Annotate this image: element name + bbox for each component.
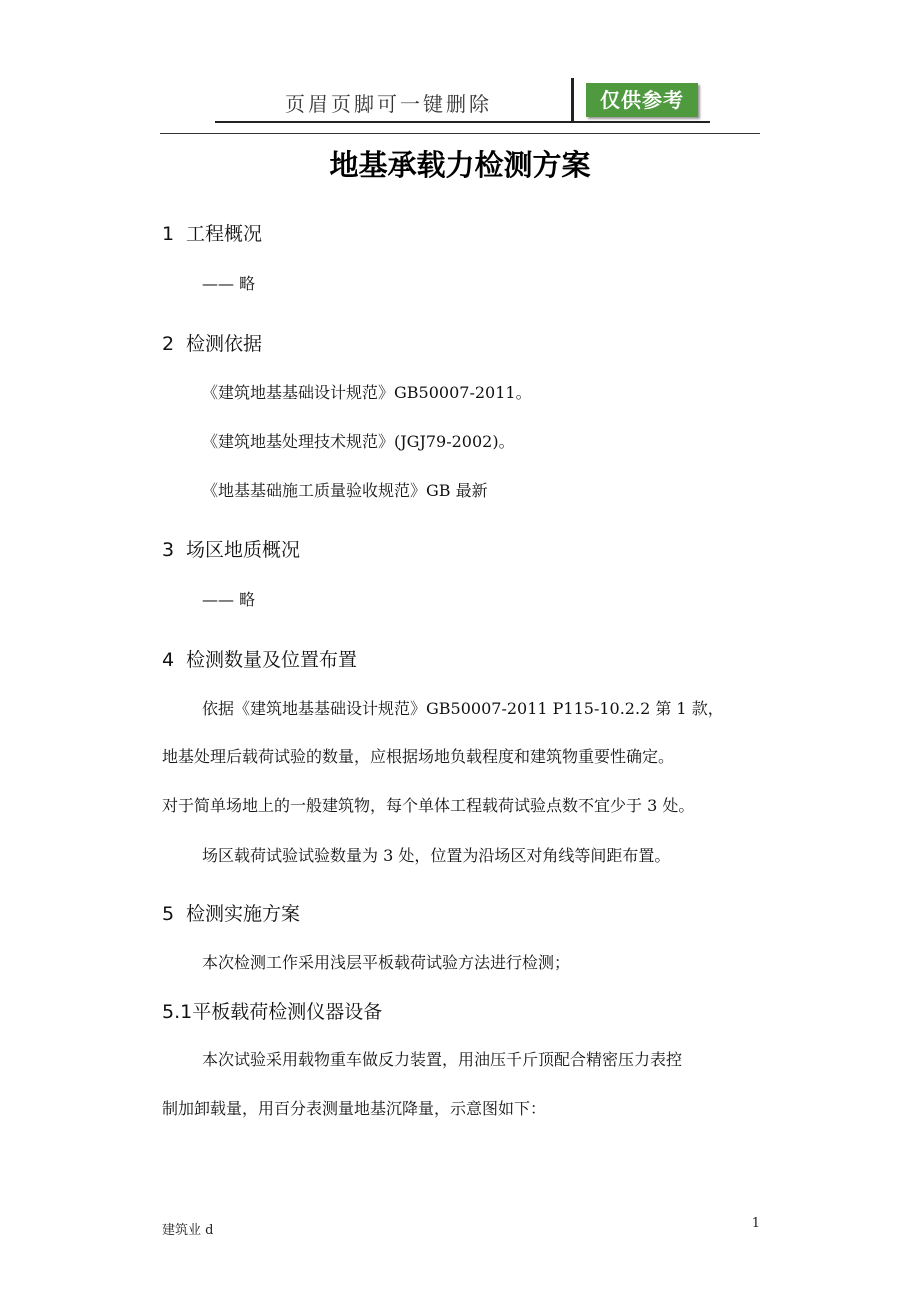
section-heading-1 bbox=[162, 219, 262, 246]
paragraph-line: 地基处理后载荷试验的数量，应根据场地负载程度和建筑物重要性确定。 bbox=[162, 747, 675, 766]
section-1-text: —— 略 bbox=[202, 274, 256, 293]
header-banner-text: 页眉页脚可一键删除 bbox=[285, 92, 492, 116]
section-number: 1 bbox=[162, 223, 175, 245]
section-number: 3 bbox=[162, 539, 175, 561]
section-title: 工程概况 bbox=[186, 223, 263, 245]
section-number: 5 bbox=[162, 903, 175, 925]
paragraph-line: 对于简单场地上的一般建筑物，每个单体工程载荷试验点数不宜少于 3 处。 bbox=[162, 796, 695, 815]
section-heading-4 bbox=[162, 645, 357, 672]
section-heading-2 bbox=[162, 329, 262, 356]
footer-text: 建筑业 d bbox=[162, 1223, 214, 1238]
reference-item: 《建筑地基基础设计规范》GB50007-2011。 bbox=[202, 383, 532, 402]
section-title: 检测实施方案 bbox=[186, 903, 301, 925]
header-underline bbox=[215, 121, 710, 123]
page-number: 1 bbox=[751, 1216, 760, 1231]
section-5-text: 本次检测工作采用浅层平板载荷试验方法进行检测； bbox=[202, 953, 571, 972]
section-heading-3 bbox=[162, 535, 300, 562]
header-separator bbox=[571, 78, 574, 123]
section-title: 平板载荷检测仪器设备 bbox=[192, 1001, 383, 1023]
paragraph-line: 场区载荷试验试验数量为 3 处，位置为沿场区对角线等间距布置。 bbox=[202, 846, 671, 865]
section-heading-5-1 bbox=[162, 997, 382, 1024]
paragraph-line: 依据《建筑地基基础设计规范》GB50007-2011 P115-10.2.2 第 1 款， bbox=[202, 699, 724, 718]
section-heading-5 bbox=[162, 899, 300, 926]
section-number: 4 bbox=[162, 649, 175, 671]
paragraph-line: 制加卸载量，用百分表测量地基沉降量，示意图如下： bbox=[162, 1099, 547, 1118]
header-rule bbox=[160, 133, 760, 134]
paragraph-line: 本次试验采用载物重车做反力装置，用油压千斤顶配合精密压力表控 bbox=[202, 1050, 683, 1069]
section-title: 检测依据 bbox=[186, 333, 263, 355]
reference-item: 《地基基础施工质量验收规范》GB 最新 bbox=[202, 481, 488, 500]
section-number: 2 bbox=[162, 333, 175, 355]
section-title: 检测数量及位置布置 bbox=[186, 649, 358, 671]
reference-item: 《建筑地基处理技术规范》(JGJ79-2002)。 bbox=[202, 432, 515, 451]
document-title: 地基承载力检测方案 bbox=[329, 148, 591, 182]
section-title: 场区地质概况 bbox=[186, 539, 301, 561]
section-3-text: —— 略 bbox=[202, 590, 256, 609]
reference-only-badge: 仅供参考 bbox=[586, 83, 698, 117]
section-number: 5.1 bbox=[162, 1001, 193, 1023]
